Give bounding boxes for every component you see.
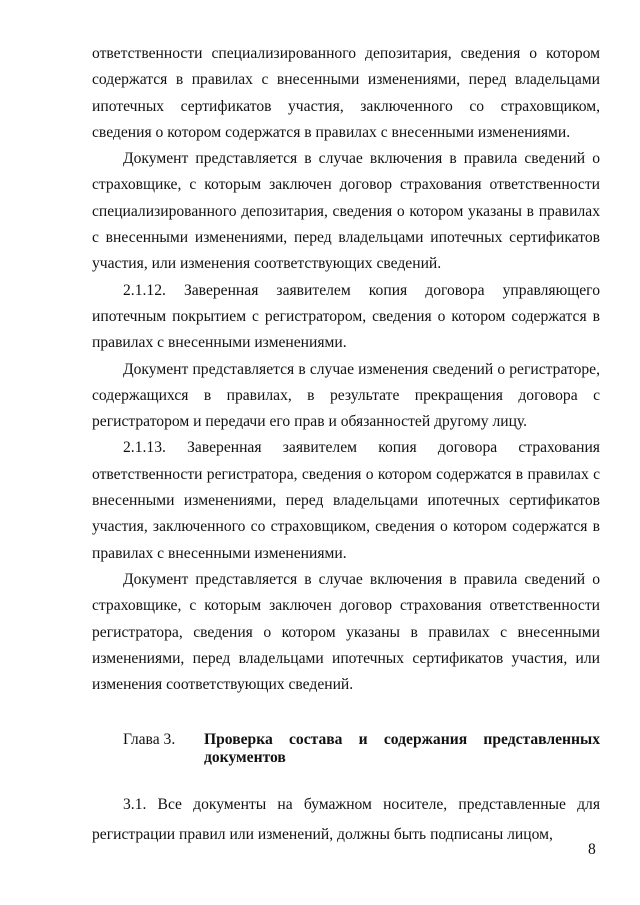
paragraph-document-note-3: Документ представляется в случае включения в правила сведений о страховщике, с которым заключен договор страхования ответственности регистратора, сведения о котором указаны в правилах с внесенными изменениями, перед владельцами ипотечных сертификатов участия, или изменения соответствующих сведений. <box>92 570 600 694</box>
paragraph-document-note-1: Документ представляется в случае включения в правила сведений о страховщике, с которым заключен договор страхования ответственности специализированного депозитария, сведения о котором указаны в правилах с внесенными изменениями, перед владельцами ипотечных сертификатов участия, или изменения соответствующих сведений. <box>92 150 600 273</box>
paragraph-3-1: 3.1. Все документы на бумажном носителе, представленные для регистрации правил или изменений, должны быть подписаны лицом, <box>92 796 600 844</box>
document-page <box>92 41 600 850</box>
paragraph-2-1-12: 2.1.12. Заверенная заявителем копия договора управляющего ипотечным покрытием с регистратором, сведения о котором содержатся в правилах с внесенными изменениями. <box>92 281 600 352</box>
paragraph-document-note-2: Документ представляется в случае изменения сведений о регистраторе, содержащихся в правилах, в результате прекращения договора с регистратором и передачи его прав и обязанностей другому лицу. <box>92 360 600 431</box>
paragraph-2-1-13: 2.1.13. Заверенная заявителем копия договора страхования ответственности регистратора, сведения о котором содержатся в правилах с внесенными изменениями, перед владельцами ипотечных сертификатов участия, заключенного со страховщиком, сведения о котором содержатся в правилах с внесенными изменениями. <box>92 439 600 562</box>
chapter-heading <box>92 731 600 767</box>
chapter-label: Глава 3. <box>123 731 176 749</box>
page-number: 8 <box>588 841 596 858</box>
chapter-title: Проверка состава и содержания представленных документов <box>204 731 600 767</box>
paragraph-continuation: ответственности специализированного депозитария, сведения о котором содержатся в правилах с внесенными изменениями, перед владельцами ипотечных сертификатов участия, заключенного со страховщиком, сведения о котором содержатся в правилах с внесенными изменениями. <box>92 45 600 141</box>
